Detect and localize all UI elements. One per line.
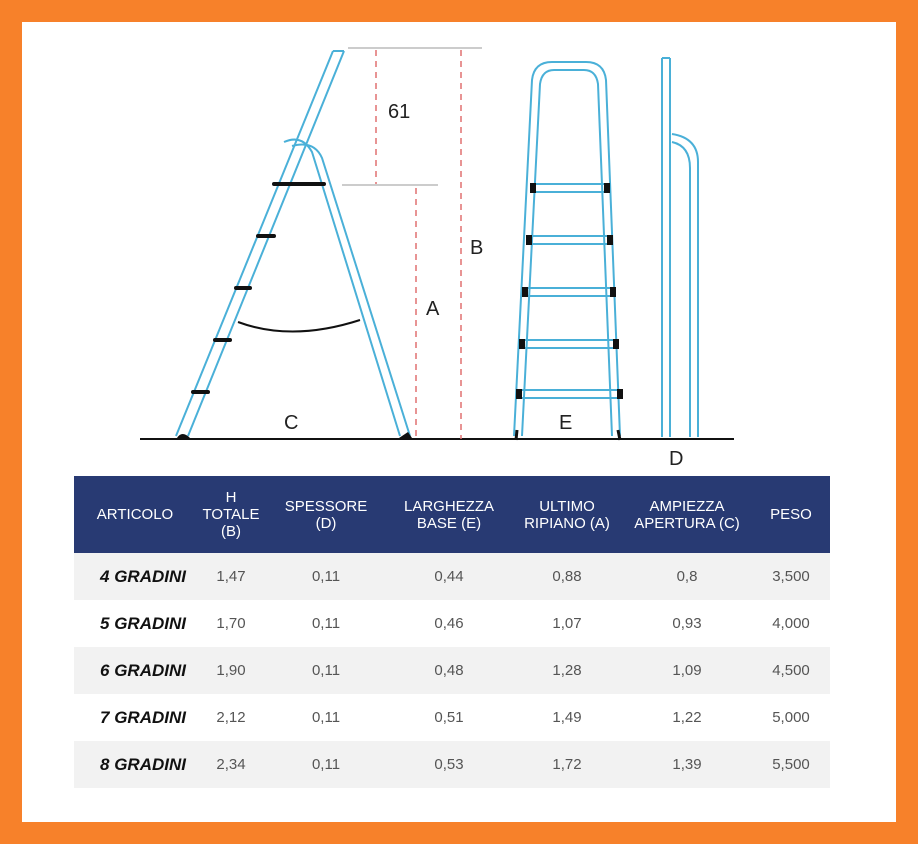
table-row	[74, 553, 830, 600]
header-ultimo-ripiano: ULTIMO RIPIANO (A)	[524, 497, 610, 532]
table-row	[74, 647, 830, 694]
cell-articolo: 5 GRADINI	[100, 613, 186, 633]
cell-ampiezza: 1,09	[672, 662, 702, 679]
cell-ampiezza: 1,39	[672, 756, 702, 773]
cell-h-totale: 1,47	[216, 568, 246, 585]
spreader-strap	[238, 320, 360, 332]
table-header-row	[74, 476, 830, 553]
header-articolo: ARTICOLO	[96, 506, 174, 523]
cell-larghezza: 0,44	[434, 568, 464, 585]
cell-spessore: 0,11	[311, 756, 341, 773]
cell-ultimo-ripiano: 0,88	[552, 568, 582, 585]
dim-61-label: 61	[388, 101, 411, 123]
cell-peso: 4,500	[772, 662, 810, 679]
dim-b-label: B	[470, 237, 484, 259]
cell-articolo: 4 GRADINI	[100, 566, 186, 586]
cell-ultimo-ripiano: 1,07	[552, 615, 582, 632]
spec-table-wrapper	[74, 476, 830, 788]
ladder-diagram	[22, 22, 896, 472]
dim-a-label: A	[426, 298, 440, 320]
cell-larghezza: 0,51	[434, 709, 464, 726]
header-h-totale: H TOTALE (B)	[202, 489, 260, 540]
side-view-steps	[193, 184, 324, 392]
front-view-ladder	[514, 62, 620, 436]
cell-h-totale: 1,90	[216, 662, 246, 679]
folded-ladder	[662, 58, 698, 437]
side-view-ladder	[176, 51, 410, 436]
cell-spessore: 0,11	[311, 662, 341, 679]
cell-peso: 3,500	[772, 568, 810, 585]
table-row	[74, 741, 830, 788]
cell-spessore: 0,11	[311, 615, 341, 632]
cell-ampiezza: 0,8	[676, 568, 698, 585]
cell-ultimo-ripiano: 1,72	[552, 756, 582, 773]
cell-larghezza: 0,46	[434, 615, 464, 632]
cell-peso: 5,500	[772, 756, 810, 773]
cell-articolo: 8 GRADINI	[100, 754, 186, 774]
cell-ampiezza: 0,93	[672, 615, 702, 632]
dim-d-label: D	[669, 448, 684, 470]
cell-ampiezza: 1,22	[672, 709, 702, 726]
cell-larghezza: 0,53	[434, 756, 464, 773]
cell-larghezza: 0,48	[434, 662, 464, 679]
cell-ultimo-ripiano: 1,49	[552, 709, 582, 726]
cell-articolo: 6 GRADINI	[100, 660, 186, 680]
cell-h-totale: 2,34	[216, 756, 246, 773]
header-peso: PESO	[770, 506, 812, 523]
header-ampiezza-apertura: AMPIEZZA APERTURA (C)	[634, 497, 740, 532]
cell-articolo: 7 GRADINI	[100, 707, 186, 727]
table-row	[74, 600, 830, 647]
cell-spessore: 0,11	[311, 709, 341, 726]
table-row	[74, 694, 830, 741]
dim-c-label: C	[284, 412, 299, 434]
cell-peso: 5,000	[772, 709, 810, 726]
cell-peso: 4,000	[772, 615, 810, 632]
cell-h-totale: 1,70	[216, 615, 246, 632]
dim-e-label: E	[559, 412, 573, 434]
spec-table	[74, 476, 830, 788]
header-spessore: SPESSORE (D)	[284, 497, 368, 532]
ladder-drawing	[22, 22, 896, 472]
cell-h-totale: 2,12	[216, 709, 246, 726]
cell-spessore: 0,11	[311, 568, 341, 585]
cell-ultimo-ripiano: 1,28	[552, 662, 582, 679]
header-larghezza-base: LARGHEZZA BASE (E)	[403, 497, 494, 532]
